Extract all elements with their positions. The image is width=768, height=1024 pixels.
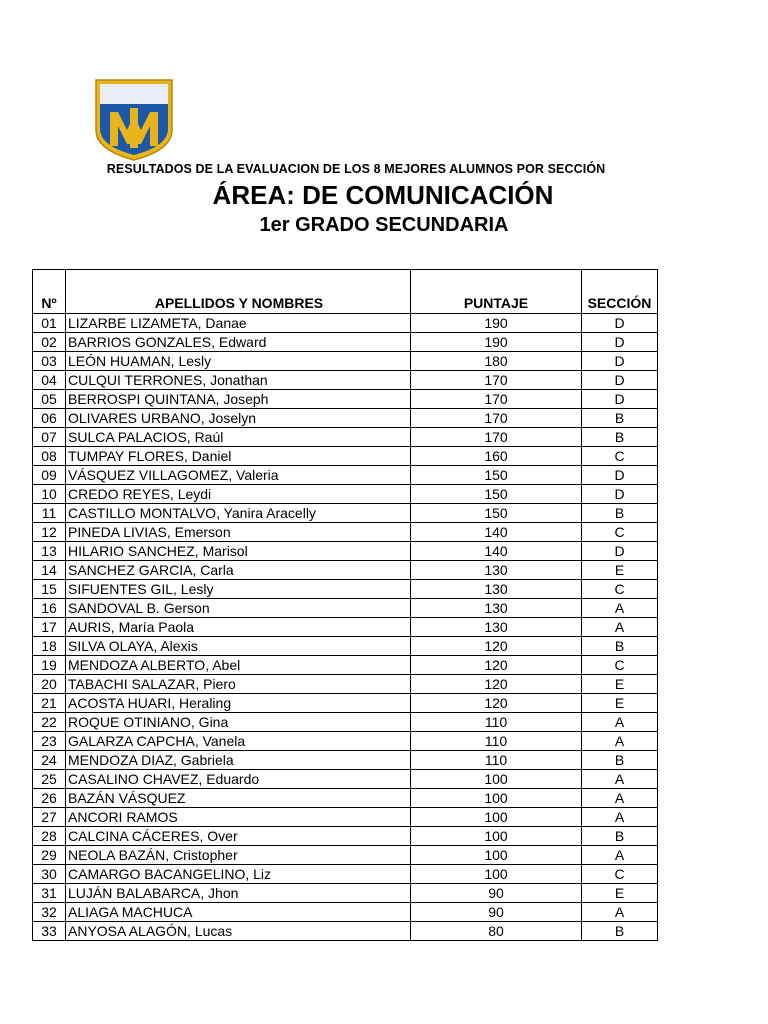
table-row (33, 314, 658, 333)
row-score: 170 (411, 409, 582, 428)
row-number: 22 (33, 713, 66, 732)
table-row (33, 523, 658, 542)
row-section: A (582, 770, 658, 789)
row-score: 90 (411, 884, 582, 903)
row-name: CULQUI TERRONES, Jonathan (66, 371, 411, 390)
row-section: D (582, 542, 658, 561)
table-row (33, 390, 658, 409)
row-score: 110 (411, 751, 582, 770)
school-logo (94, 78, 174, 162)
row-number: 28 (33, 827, 66, 846)
table-row (33, 466, 658, 485)
row-section: D (582, 466, 658, 485)
row-name: SANDOVAL B. Gerson (66, 599, 411, 618)
row-name: LUJÁN BALABARCA, Jhon (66, 884, 411, 903)
row-number: 33 (33, 922, 66, 941)
row-number: 18 (33, 637, 66, 656)
row-name: ROQUE OTINIANO, Gina (66, 713, 411, 732)
row-score: 120 (411, 637, 582, 656)
row-score: 170 (411, 371, 582, 390)
row-name: SULCA PALACIOS, Raúl (66, 428, 411, 447)
row-section: A (582, 789, 658, 808)
row-score: 190 (411, 314, 582, 333)
row-score: 100 (411, 846, 582, 865)
grade-title: 1er GRADO SECUNDARIA (259, 214, 509, 236)
row-number: 17 (33, 618, 66, 637)
row-section: D (582, 352, 658, 371)
table-row (33, 732, 658, 751)
row-section: C (582, 447, 658, 466)
row-section: E (582, 675, 658, 694)
row-score: 120 (411, 694, 582, 713)
row-name: GALARZA CAPCHA, Vanela (66, 732, 411, 751)
table-row (33, 865, 658, 884)
row-name: NEOLA BAZÁN, Cristopher (66, 846, 411, 865)
row-score: 120 (411, 675, 582, 694)
row-name: AURIS, María Paola (66, 618, 411, 637)
row-number: 16 (33, 599, 66, 618)
row-score: 150 (411, 466, 582, 485)
table-row (33, 409, 658, 428)
table-row (33, 371, 658, 390)
row-section: A (582, 732, 658, 751)
table-row (33, 637, 658, 656)
row-number: 30 (33, 865, 66, 884)
row-name: ANCORI RAMOS (66, 808, 411, 827)
header-score: PUNTAJE (411, 270, 582, 314)
table-row (33, 352, 658, 371)
row-section: E (582, 561, 658, 580)
row-name: CAMARGO BACANGELINO, Liz (66, 865, 411, 884)
row-score: 160 (411, 447, 582, 466)
row-number: 05 (33, 390, 66, 409)
results-table (32, 269, 658, 941)
table-row (33, 789, 658, 808)
row-name: SILVA OLAYA, Alexis (66, 637, 411, 656)
row-name: OLIVARES URBANO, Joselyn (66, 409, 411, 428)
row-section: D (582, 371, 658, 390)
row-number: 20 (33, 675, 66, 694)
table-row (33, 846, 658, 865)
row-section: C (582, 523, 658, 542)
table-row (33, 599, 658, 618)
row-number: 09 (33, 466, 66, 485)
row-number: 25 (33, 770, 66, 789)
row-section: D (582, 333, 658, 352)
row-section: D (582, 314, 658, 333)
row-section: B (582, 409, 658, 428)
row-score: 100 (411, 789, 582, 808)
table-row (33, 770, 658, 789)
row-score: 140 (411, 523, 582, 542)
row-score: 130 (411, 580, 582, 599)
row-score: 190 (411, 333, 582, 352)
row-score: 100 (411, 865, 582, 884)
row-number: 11 (33, 504, 66, 523)
table-row (33, 751, 658, 770)
row-number: 07 (33, 428, 66, 447)
table-row (33, 447, 658, 466)
row-name: MENDOZA ALBERTO, Abel (66, 656, 411, 675)
table-row (33, 827, 658, 846)
row-section: E (582, 694, 658, 713)
row-section: B (582, 637, 658, 656)
row-section: A (582, 618, 658, 637)
row-score: 90 (411, 903, 582, 922)
row-number: 04 (33, 371, 66, 390)
row-number: 08 (33, 447, 66, 466)
row-section: E (582, 884, 658, 903)
table-row (33, 713, 658, 732)
row-name: LEÓN HUAMAN, Lesly (66, 352, 411, 371)
table-row (33, 561, 658, 580)
header-number: Nº (33, 270, 66, 314)
row-score: 170 (411, 390, 582, 409)
row-number: 21 (33, 694, 66, 713)
row-name: CASTILLO MONTALVO, Yanira Aracelly (66, 504, 411, 523)
row-section: B (582, 751, 658, 770)
row-score: 100 (411, 808, 582, 827)
report-subtitle: RESULTADOS DE LA EVALUACION DE LOS 8 MEJORES ALUMNOS POR SECCIÓN (106, 162, 606, 176)
row-number: 29 (33, 846, 66, 865)
row-name: HILARIO SANCHEZ, Marisol (66, 542, 411, 561)
row-score: 170 (411, 428, 582, 447)
row-section: A (582, 599, 658, 618)
row-score: 130 (411, 599, 582, 618)
table-row (33, 428, 658, 447)
header-section: SECCIÓN (582, 270, 658, 314)
table-row (33, 694, 658, 713)
row-score: 140 (411, 542, 582, 561)
row-section: D (582, 485, 658, 504)
row-score: 80 (411, 922, 582, 941)
row-section: A (582, 713, 658, 732)
row-number: 27 (33, 808, 66, 827)
row-name: ACOSTA HUARI, Heraling (66, 694, 411, 713)
row-score: 100 (411, 827, 582, 846)
row-section: C (582, 580, 658, 599)
row-number: 13 (33, 542, 66, 561)
table-header-row (33, 270, 658, 314)
header-name: APELLIDOS Y NOMBRES (66, 270, 411, 314)
row-name: CREDO REYES, Leydi (66, 485, 411, 504)
row-name: SANCHEZ GARCIA, Carla (66, 561, 411, 580)
row-score: 100 (411, 770, 582, 789)
table-row (33, 884, 658, 903)
row-score: 150 (411, 504, 582, 523)
row-name: TUMPAY FLORES, Daniel (66, 447, 411, 466)
row-name: BARRIOS GONZALES, Edward (66, 333, 411, 352)
row-name: LIZARBE LIZAMETA, Danae (66, 314, 411, 333)
row-number: 23 (33, 732, 66, 751)
row-section: B (582, 827, 658, 846)
table-row (33, 580, 658, 599)
table-row (33, 485, 658, 504)
row-section: D (582, 390, 658, 409)
row-number: 32 (33, 903, 66, 922)
row-name: TABACHI SALAZAR, Piero (66, 675, 411, 694)
row-section: B (582, 428, 658, 447)
table-row (33, 656, 658, 675)
row-number: 19 (33, 656, 66, 675)
row-section: A (582, 846, 658, 865)
row-score: 110 (411, 713, 582, 732)
row-number: 15 (33, 580, 66, 599)
row-section: A (582, 903, 658, 922)
row-number: 12 (33, 523, 66, 542)
row-score: 110 (411, 732, 582, 751)
row-score: 120 (411, 656, 582, 675)
row-name: ALIAGA MACHUCA (66, 903, 411, 922)
row-score: 180 (411, 352, 582, 371)
row-name: BERROSPI QUINTANA, Joseph (66, 390, 411, 409)
row-name: MENDOZA DIAZ, Gabriela (66, 751, 411, 770)
table-row (33, 618, 658, 637)
table-row (33, 675, 658, 694)
table-row (33, 903, 658, 922)
row-number: 06 (33, 409, 66, 428)
row-name: CALCINA CÁCERES, Over (66, 827, 411, 846)
row-section: C (582, 865, 658, 884)
row-name: SIFUENTES GIL, Lesly (66, 580, 411, 599)
row-section: B (582, 922, 658, 941)
table-row (33, 333, 658, 352)
row-section: A (582, 808, 658, 827)
row-section: C (582, 656, 658, 675)
row-number: 31 (33, 884, 66, 903)
row-number: 03 (33, 352, 66, 371)
area-title: ÁREA: DE COMUNICACIÓN (212, 180, 554, 210)
row-name: BAZÁN VÁSQUEZ (66, 789, 411, 808)
row-name: VÁSQUEZ VILLAGOMEZ, Valeria (66, 466, 411, 485)
table-row (33, 808, 658, 827)
row-score: 130 (411, 561, 582, 580)
table-row (33, 504, 658, 523)
row-name: PINEDA LIVIAS, Emerson (66, 523, 411, 542)
row-number: 26 (33, 789, 66, 808)
row-section: B (582, 504, 658, 523)
row-number: 14 (33, 561, 66, 580)
row-number: 10 (33, 485, 66, 504)
row-score: 150 (411, 485, 582, 504)
row-number: 01 (33, 314, 66, 333)
row-number: 24 (33, 751, 66, 770)
row-name: ANYOSA ALAGÓN, Lucas (66, 922, 411, 941)
row-number: 02 (33, 333, 66, 352)
table-row (33, 922, 658, 941)
row-name: CASALINO CHAVEZ, Eduardo (66, 770, 411, 789)
results-body (33, 314, 658, 941)
row-score: 130 (411, 618, 582, 637)
table-row (33, 542, 658, 561)
